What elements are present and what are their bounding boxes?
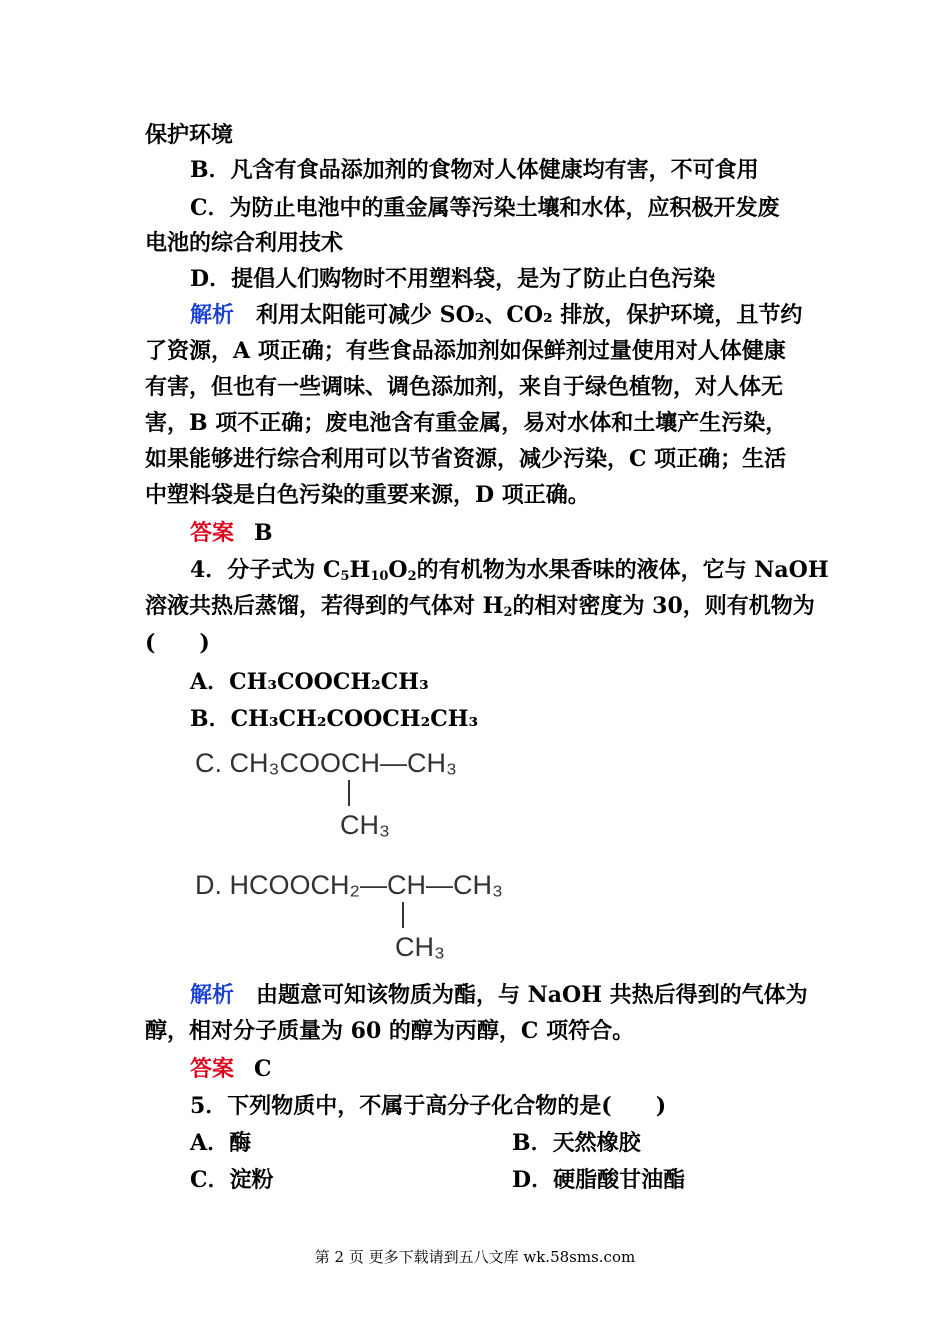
stem-part: 的有机物为水果香味的液体，它与 NaOH <box>416 557 829 583</box>
analysis-label: 解析 <box>190 982 235 1008</box>
option-d-line: D．提倡人们购物时不用塑料袋，是为了防止白色污染 <box>190 266 716 292</box>
subscript: 2 <box>503 605 513 620</box>
answer-label: 答案 <box>190 520 235 546</box>
option-b: B．天然橡胶 <box>512 1130 641 1156</box>
analysis-line: 有害，但也有一些调味、调色添加剂，来自于绿色植物，对人体无 <box>145 374 784 400</box>
analysis-text: 利用太阳能可减少 SO₂、CO₂ 排放，保护环境，且节约 <box>256 302 803 328</box>
page-footer: 第 2 页 更多下载请到五八文库 wk.58sms.com <box>314 1248 636 1266</box>
analysis-line <box>190 980 808 1010</box>
text-line: 电池的综合利用技术 <box>145 230 344 256</box>
option-a: A．酶 <box>190 1130 252 1156</box>
analysis-line: 中塑料袋是白色污染的重要来源，D 项正确。 <box>145 482 590 508</box>
option-b-line: B．凡含有食品添加剂的食物对人体健康均有害，不可食用 <box>190 157 759 183</box>
question-4-stem <box>145 591 815 621</box>
analysis-line: 醇，相对分子质量为 60 的醇为丙醇，C 项符合。 <box>145 1018 635 1044</box>
option-c-line: C．为防止电池中的重金属等污染土壤和水体，应积极开发废 <box>190 195 780 221</box>
answer-value: C <box>254 1056 272 1082</box>
subscript: 2 <box>407 569 417 584</box>
option-d-formula: D. HCOOCH₂—CH—CH₃ <box>195 870 503 900</box>
analysis-line: 了资源，A 项正确；有些食品添加剂如保鲜剂过量使用对人体健康 <box>145 338 786 364</box>
bond-line <box>348 780 350 806</box>
question-4-stem <box>190 555 829 585</box>
answer-label: 答案 <box>190 1056 235 1082</box>
analysis-label: 解析 <box>190 302 235 328</box>
bond-line <box>402 902 404 928</box>
analysis-line: 害，B 项不正确；废电池含有重金属，易对水体和土壤产生污染， <box>145 410 788 436</box>
answer-blank: ( ) <box>145 630 210 656</box>
answer-value: B <box>254 520 273 546</box>
option-d-branch: CH₃ <box>395 932 445 962</box>
stem-part: 溶液共热后蒸馏，若得到的气体对 H <box>145 593 504 619</box>
option-c-branch: CH₃ <box>340 810 390 840</box>
subscript: 5 <box>340 569 350 584</box>
question-5-stem: 5．下列物质中，不属于高分子化合物的是( ) <box>190 1093 667 1119</box>
option-c-formula: C. CH₃COOCH—CH₃ <box>195 748 457 778</box>
subscript: 10 <box>370 569 389 584</box>
answer-line <box>190 1054 272 1084</box>
option-c: C．淀粉 <box>190 1167 274 1193</box>
stem-part: H <box>349 557 371 583</box>
analysis-line: 如果能够进行综合利用可以节省资源，减少污染，C 项正确；生活 <box>145 446 787 472</box>
text-line: 保护环境 <box>145 122 234 148</box>
answer-line <box>190 518 273 548</box>
stem-part: O <box>388 557 408 583</box>
analysis-line <box>190 300 802 330</box>
stem-part: 4．分子式为 C <box>190 557 341 583</box>
option-d: D．硬脂酸甘油酯 <box>512 1167 686 1193</box>
analysis-text: 由题意可知该物质为酯，与 NaOH 共热后得到的气体为 <box>256 982 808 1008</box>
option-a: A．CH₃COOCH₂CH₃ <box>190 669 429 695</box>
option-b: B．CH₃CH₂COOCH₂CH₃ <box>190 706 479 732</box>
stem-part: 的相对密度为 30，则有机物为 <box>512 593 815 619</box>
